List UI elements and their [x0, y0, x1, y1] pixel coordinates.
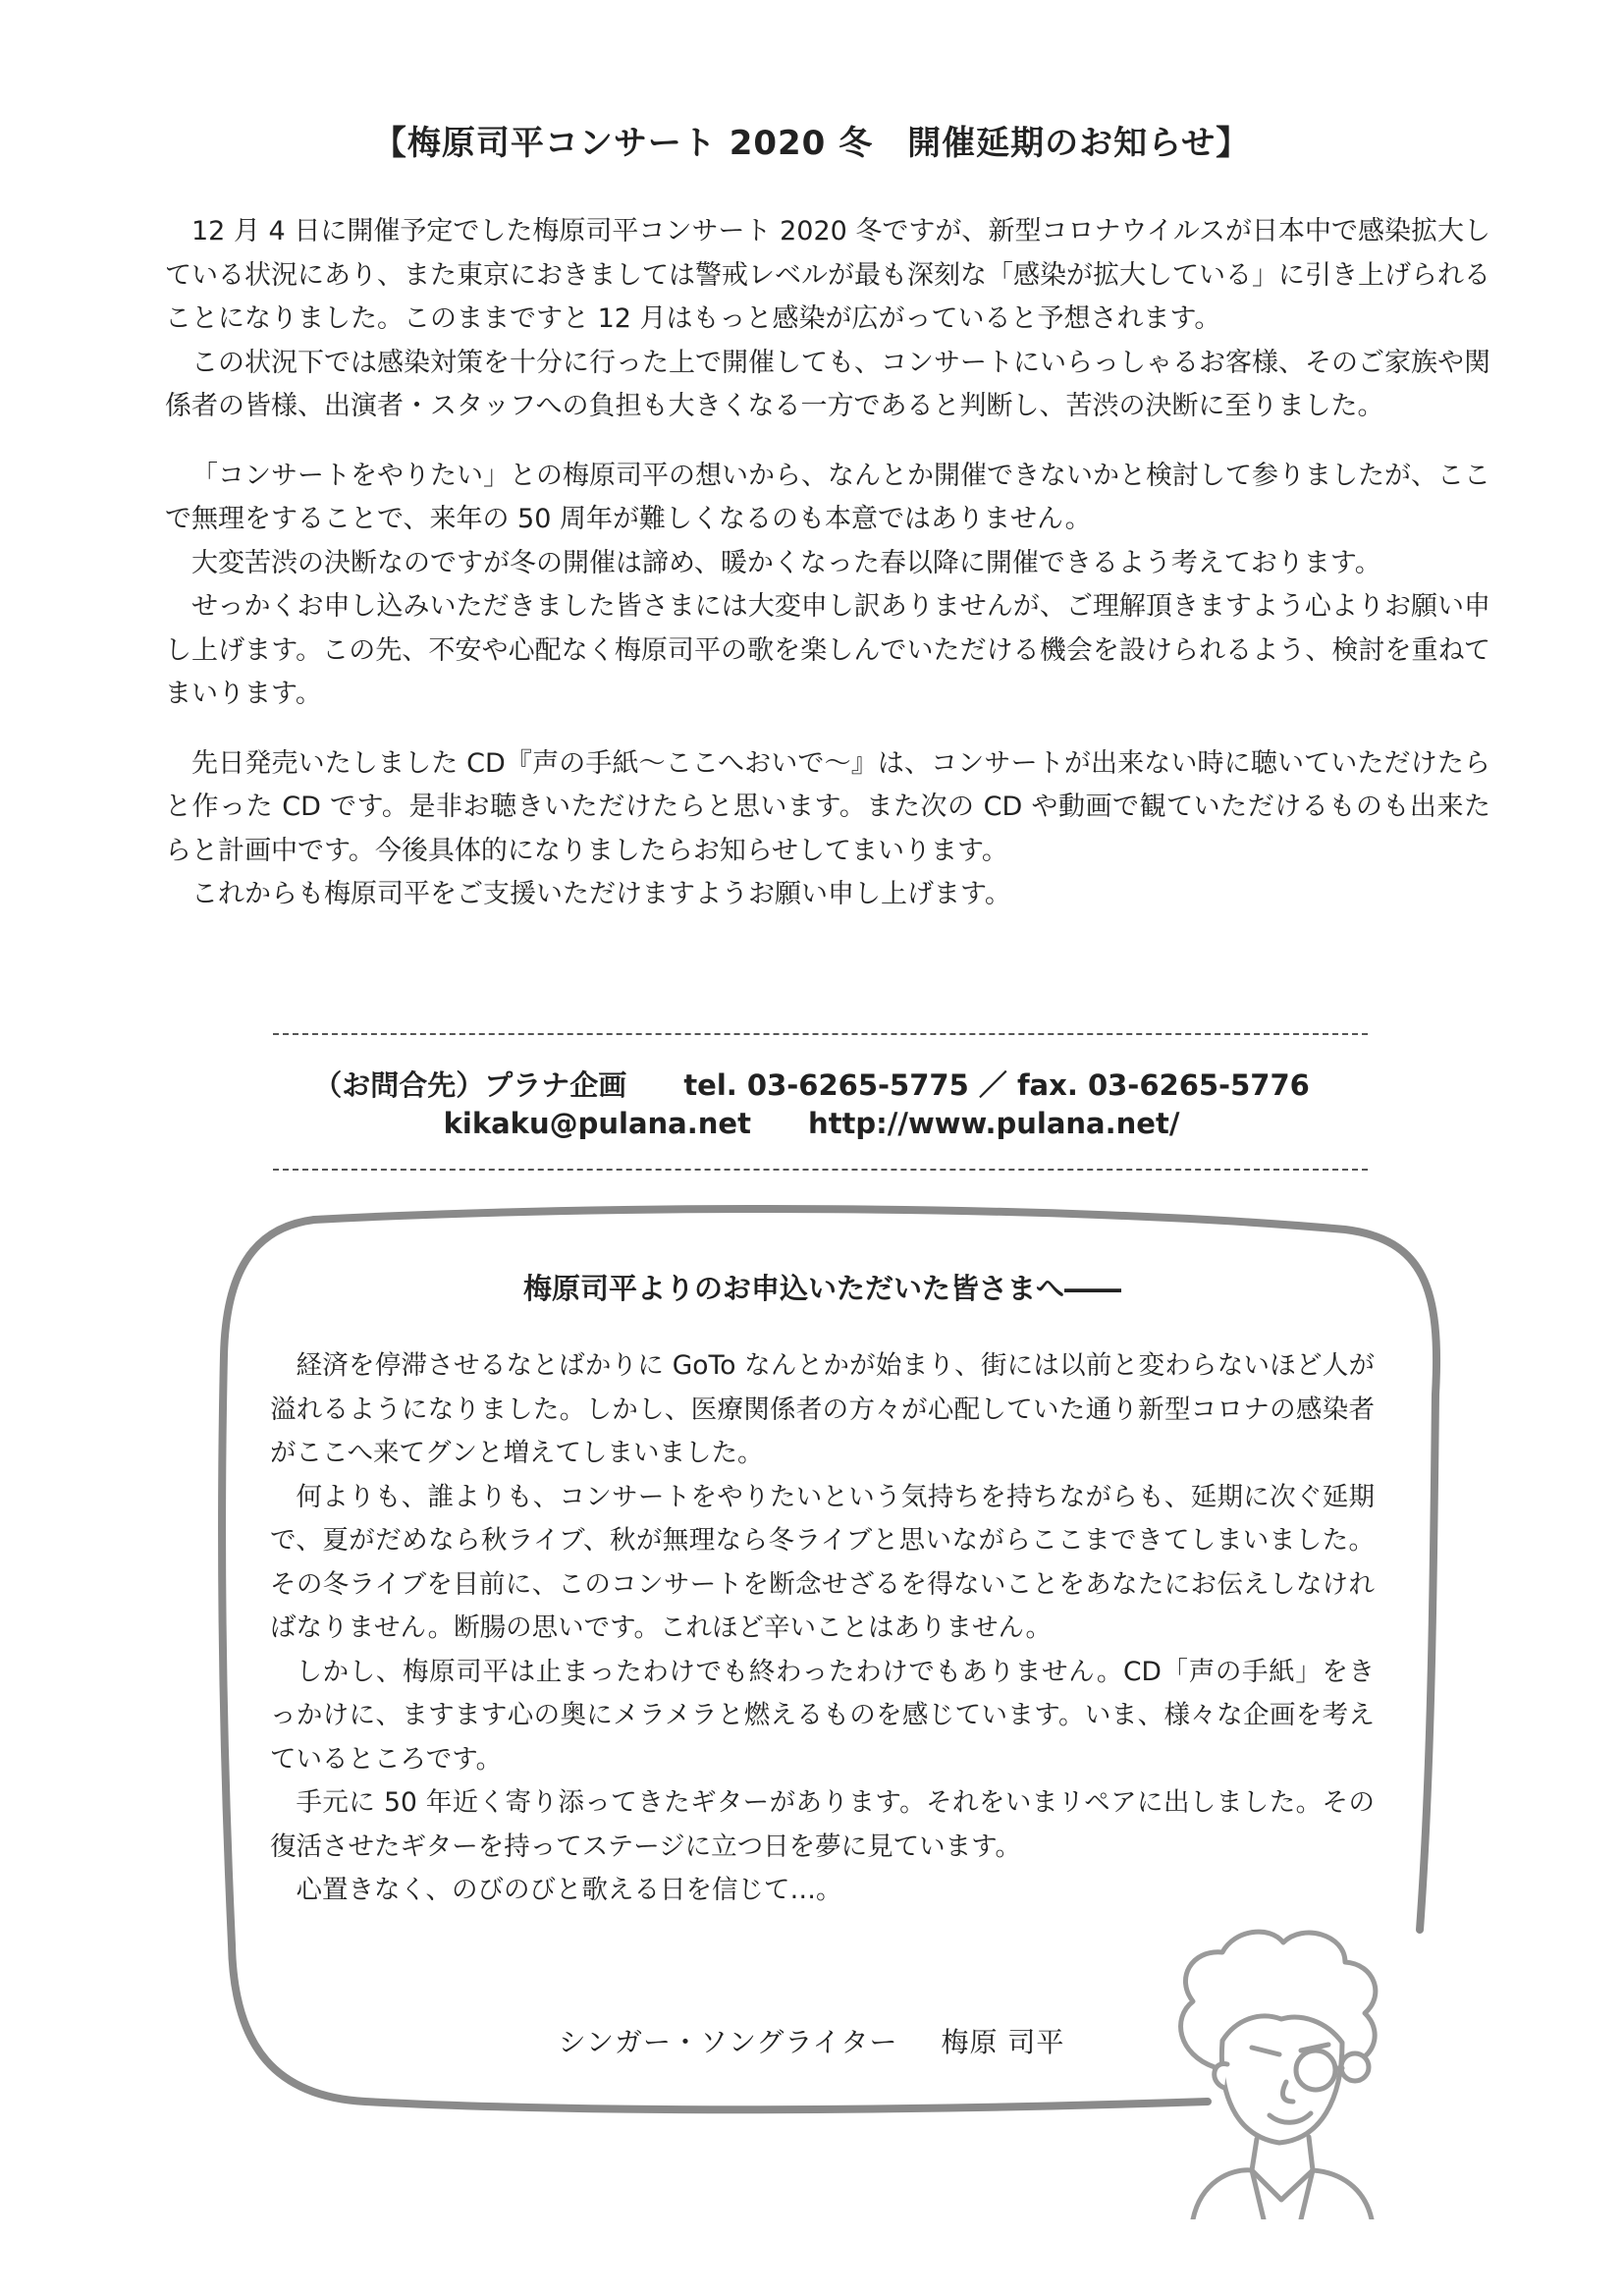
message-paragraph: 手元に 50 年近く寄り添ってきたギターがあります。それをいまリペアに出しました。その復活させたギターを持ってステージに立つ日を夢に見ています。 [270, 1787, 1375, 1862]
announcement-paragraph: 大変苦渋の決断なのですが冬の開催は諦め、暖かくなった春以降に開催できるよう考えております。 [191, 547, 1381, 578]
singer-portrait-icon [1154, 1925, 1399, 2219]
announcement-paragraph: 先日発売いたしました CD『声の手紙～ここへおいで～』は、コンサートが出来ない時に聴いていただけたらと作った CD です。是非お聴きいただけたらと思います。また次の CD や動画で観ていただけるものも出来たらと計画中です。今後具体的になりましたらお知らせしてまいります。 [165, 747, 1490, 866]
announcement-paragraph: 「コンサートをやりたい」との梅原司平の想いから、なんとか開催できないかと検討して参りましたが、ここで無理をすることで、来年の 50 周年が難しくなるのも本意ではありません。 [165, 460, 1490, 534]
signature-role: シンガー・ソングライター [558, 2026, 898, 2058]
message-paragraph: 心置きなく、のびのびと歌える日を信じて…。 [296, 1875, 842, 1905]
message-paragraph: しかし、梅原司平は止まったわけでも終わったわけでもありません。CD「声の手紙」をきっかけに、ますます心の奥にメラメラと燃えるものを感じています。いま、様々な企画を考えているところです。 [270, 1656, 1375, 1775]
message-title: 梅原司平よりのお申込いただいた皆さまへ―― [522, 1272, 1121, 1305]
announcement-paragraph: せっかくお申し込みいただきました皆さまには大変申し訳ありませんが、ご理解頂きますよう心よりお願い申し上げます。この先、不安や心配なく梅原司平の歌を楽しんでいただける機会を設けられるよう、検討を重ねてまいります。 [165, 591, 1490, 709]
message-box [270, 1267, 1375, 1913]
message-paragraph: 何よりも、誰よりも、コンサートをやりたいという気持ちを持ちながらも、延期に次ぐ延期で、夏がだめなら秋ライブ、秋が無理なら冬ライブと思いながらここまできてしまいました。その冬ライブを目前に、このコンサートを断念せざるを得ないことをあなたにお伝えしなければなりません。断腸の思いです。これほど辛いことはありません。 [270, 1481, 1375, 1643]
contact-label: （お問合先）プラナ企画 [313, 1068, 627, 1102]
contact-tel-fax: tel. 03-6265-5775 ／ fax. 03-6265-5776 [683, 1068, 1310, 1102]
message-paragraph: 経済を停滞させるなとばかりに GoTo なんとかが始まり、街には以前と変わらないほど人が溢れるようになりました。しかし、医療関係者の方々が心配していた通り新型コロナの感染者がここへ来てグンと増えてしまいました。 [270, 1350, 1375, 1468]
page-title: 【梅原司平コンサート 2020 冬 開催延期のお知らせ】 [372, 124, 1251, 163]
contact-email-link[interactable]: kikaku@pulana.net [443, 1107, 751, 1140]
signature-name: 梅原 司平 [941, 2026, 1065, 2058]
announcement-paragraph: この状況下では感染対策を十分に行った上で開催しても、コンサートにいらっしゃるお客様、そのご家族や関係者の皆様、出演者・スタッフへの負担も大きくなる一方であると判断し、苦渋の決断に至りました。 [165, 347, 1490, 421]
message-body [270, 1344, 1375, 1913]
announcement-paragraph: 12 月 4 日に開催予定でした梅原司平コンサート 2020 冬ですが、新型コロナウイルスが日本中で感染拡大している状況にあり、また東京におきましては警戒レベルが最も深刻な「感染が拡大している」に引き上げられることになりました。このままですと 12 月はもっと感染が広がっていると予想されます。 [165, 216, 1490, 334]
announcement-paragraph: これからも梅原司平をご支援いただけますようお願い申し上げます。 [191, 879, 1011, 909]
contact-url-link[interactable]: http://www.pulana.net/ [808, 1107, 1180, 1140]
